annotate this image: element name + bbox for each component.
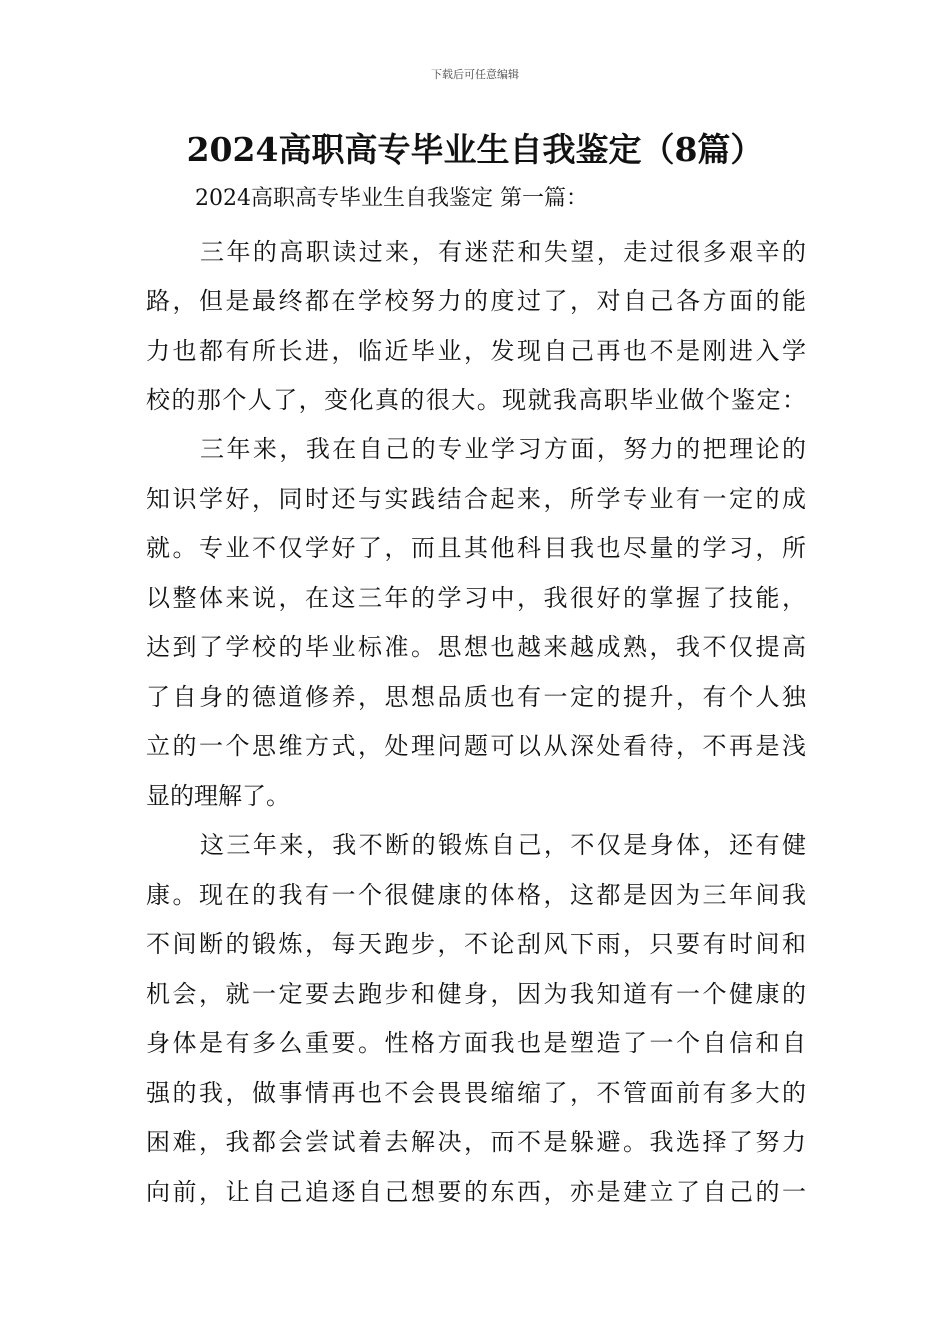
paragraph-line: 立的一个思维方式，处理问题可以从深处看待，不再是浅 xyxy=(146,732,806,760)
paragraph-line: 显的理解了。 xyxy=(146,782,290,810)
paragraph-line: 了自身的德道修养，思想品质也有一定的提升，有个人独 xyxy=(146,683,806,711)
paragraph-line: 不间断的锻炼，每天跑步，不论刮风下雨，只要有时间和 xyxy=(146,930,806,958)
section-heading: 2024高职高专毕业生自我鉴定 第一篇： xyxy=(195,186,588,211)
document-title: 2024高职高专毕业生自我鉴定（8篇） xyxy=(186,130,764,169)
paragraph-line: 力也都有所长进，临近毕业，发现自己再也不是刚进入学 xyxy=(146,337,806,365)
paragraph-line: 强的我，做事情再也不会畏畏缩缩了，不管面前有多大的 xyxy=(146,1079,806,1107)
header-note: 下载后可任意编辑 xyxy=(431,68,519,81)
paragraph-line: 三年的高职读过来，有迷茫和失望，走过很多艰辛的 xyxy=(200,238,806,266)
paragraph-line: 向前，让自己追逐自己想要的东西，亦是建立了自己的一 xyxy=(146,1178,806,1206)
paragraph-line: 达到了学校的毕业标准。思想也越来越成熟，我不仅提高 xyxy=(146,633,806,661)
paragraph-line: 校的那个人了，变化真的很大。现就我高职毕业做个鉴定： xyxy=(146,386,806,414)
paragraph-line: 就。专业不仅学好了，而且其他科目我也尽量的学习，所 xyxy=(146,534,806,562)
paragraph-line: 三年来，我在自己的专业学习方面，努力的把理论的 xyxy=(200,435,806,463)
paragraph-line: 身体是有多么重要。性格方面我也是塑造了一个自信和自 xyxy=(146,1029,806,1057)
paragraph-line: 知识学好，同时还与实践结合起来，所学专业有一定的成 xyxy=(146,485,806,513)
paragraph-line: 困难，我都会尝试着去解决，而不是躲避。我选择了努力 xyxy=(146,1128,806,1156)
paragraph-line: 路，但是最终都在学校努力的度过了，对自己各方面的能 xyxy=(146,287,806,315)
paragraph-line: 机会，就一定要去跑步和健身，因为我知道有一个健康的 xyxy=(146,980,806,1008)
paragraph-line: 这三年来，我不断的锻炼自己，不仅是身体，还有健 xyxy=(200,831,806,859)
paragraph-line: 康。现在的我有一个很健康的体格，这都是因为三年间我 xyxy=(146,881,806,909)
paragraph-line: 以整体来说，在这三年的学习中，我很好的掌握了技能， xyxy=(146,584,806,612)
